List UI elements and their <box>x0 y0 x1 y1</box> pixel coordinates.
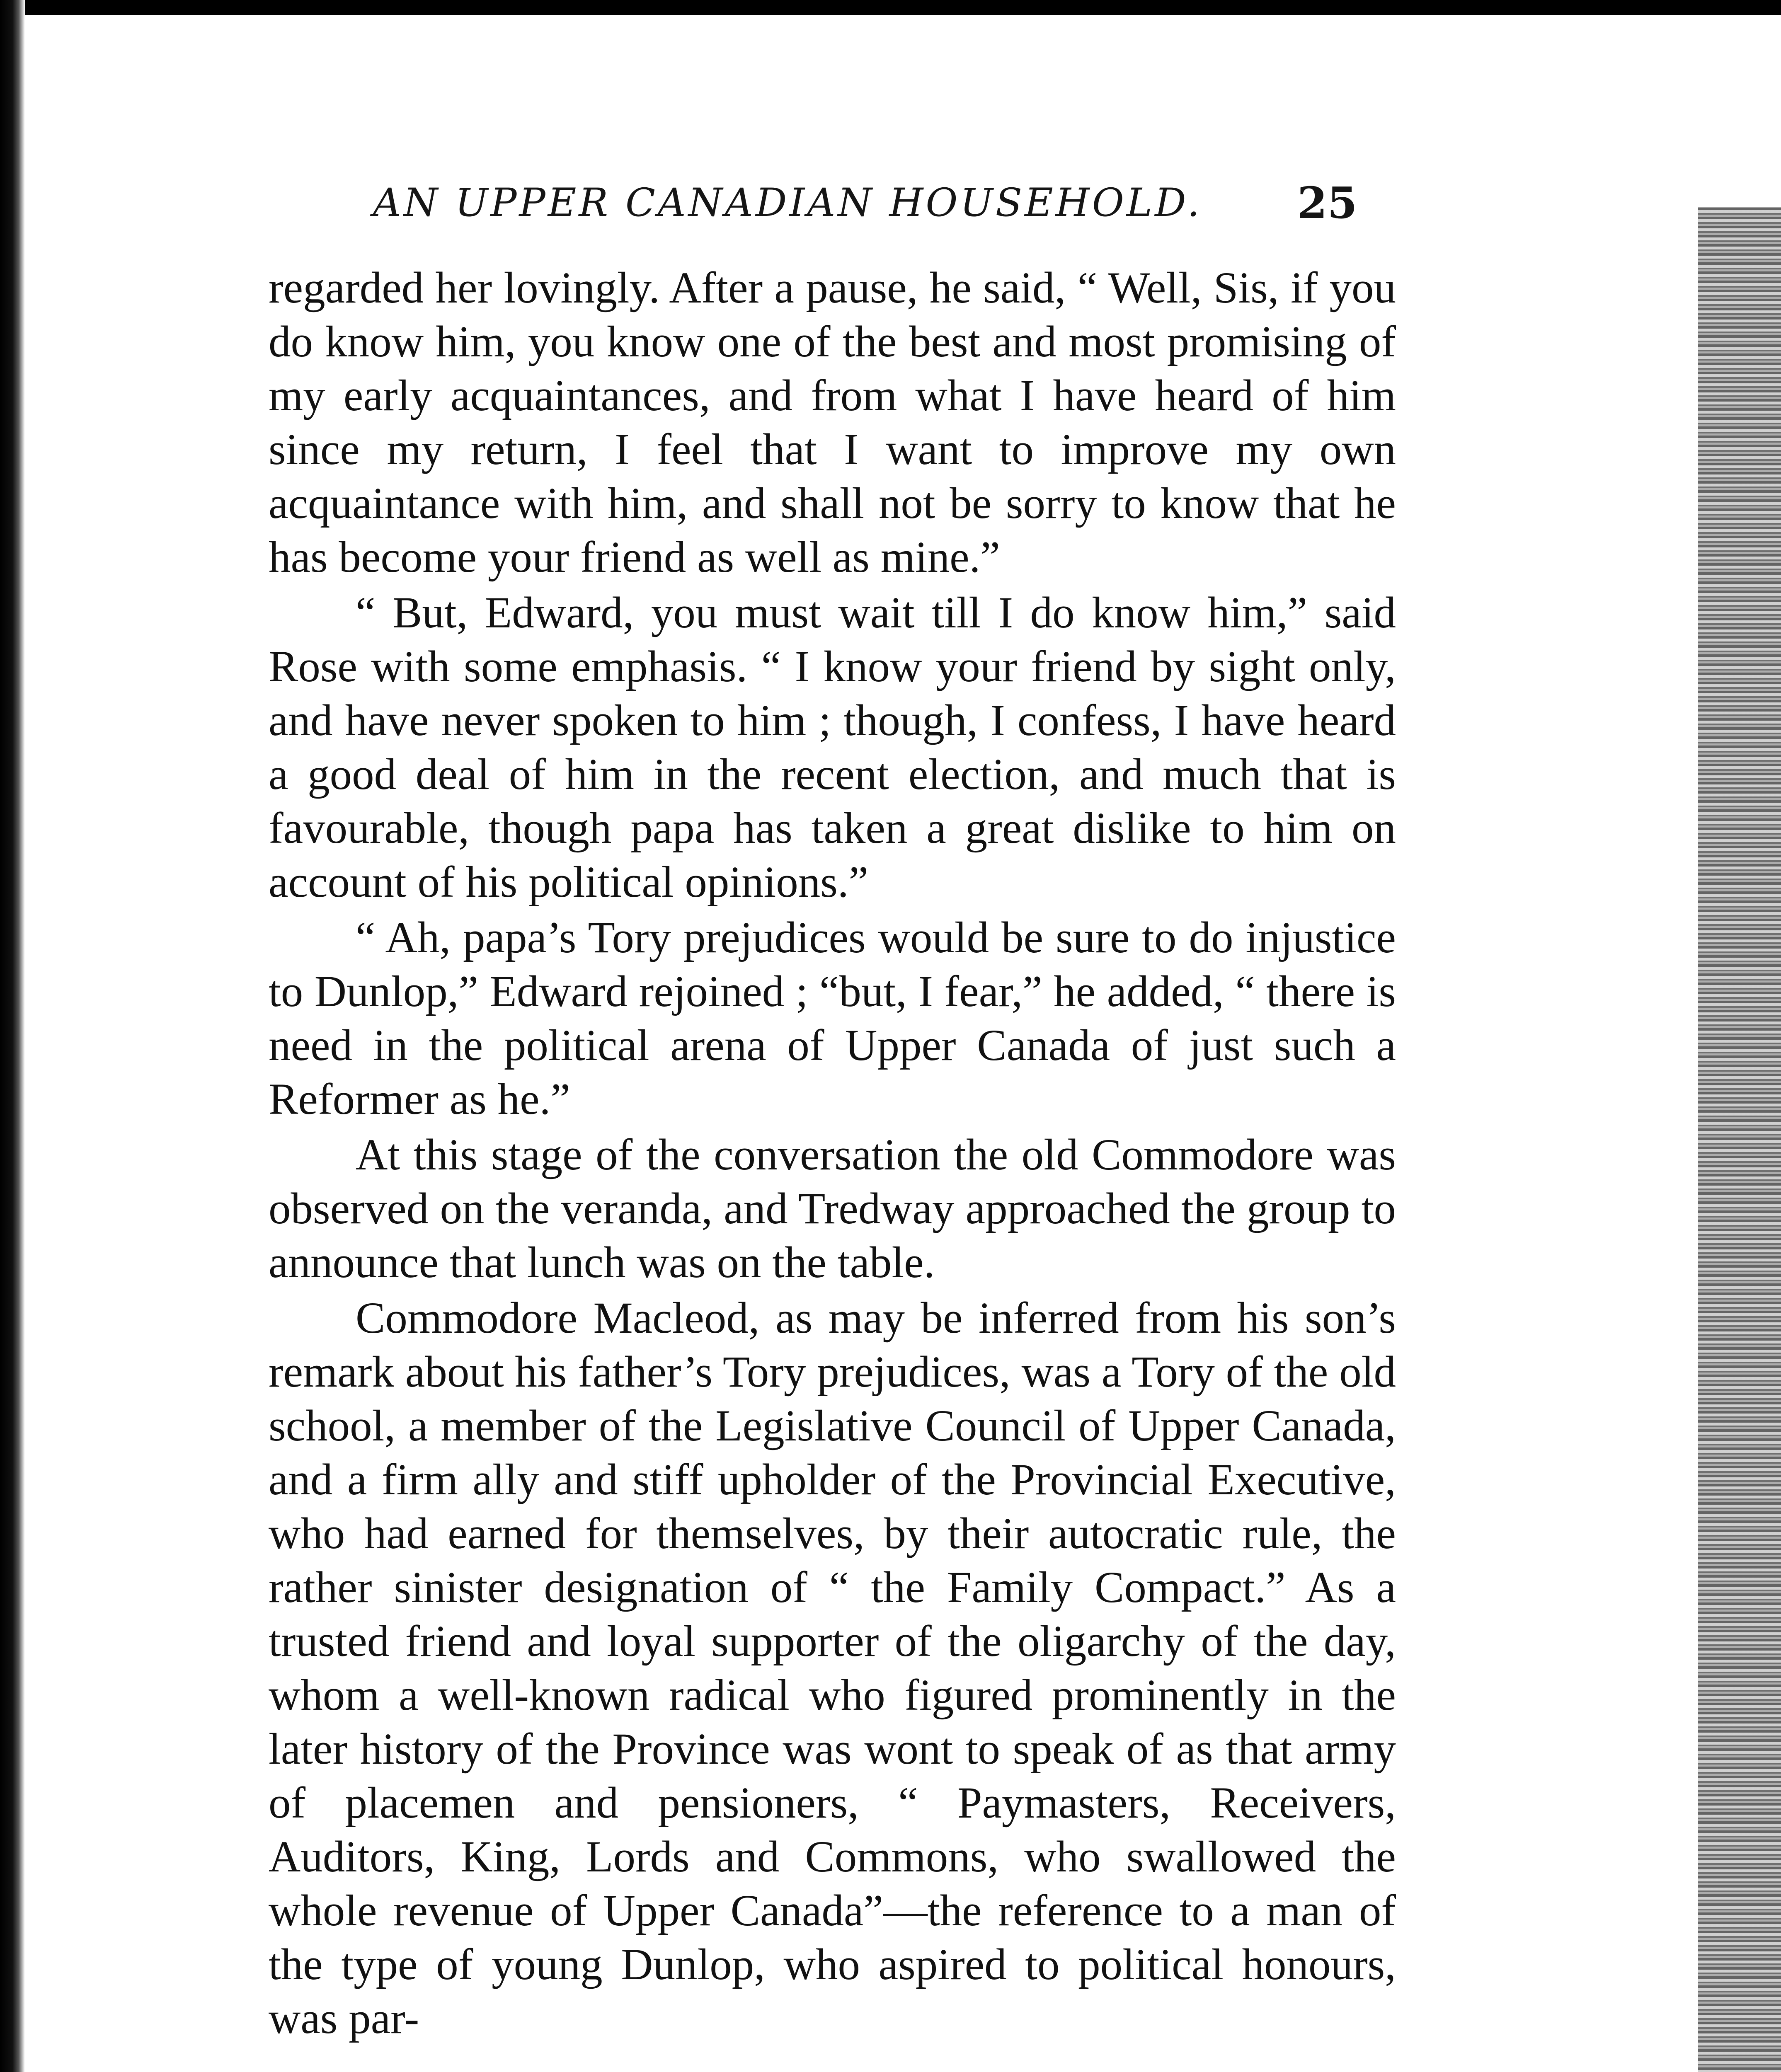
paragraph-2-text: “ But, Edward, you must wait till I do know him,” said Rose with some emphasis. “ I know your friend by sight only, and have never spoken to him ; though, I confess, I have heard a good deal of him in the recent election, and much that is favourable, though papa has taken a great dislike to him on account of his political opinions.” <box>269 588 1396 907</box>
paragraph-1-text: regarded her lovingly. After a pause, he said, “ Well, Sis, if you do know him, you know one of the best and most promising of my early acquaintances, and from what I have heard of him since my return, I feel that I want to improve my own acquaintance with him, and shall not be sorry to know that he has become your friend as well as mine.” <box>269 264 1396 582</box>
paragraph-1 <box>269 261 1396 584</box>
paragraph-2 <box>269 586 1396 909</box>
page-number: 25 <box>1297 177 1357 228</box>
paragraph-4-text: At this stage of the conversation the old Commodore was observed on the veranda, and Tredway approached the group to announce that lunch was on the table. <box>269 1130 1396 1287</box>
running-title: AN UPPER CANADIAN HOUSEHOLD. <box>373 180 1202 225</box>
paragraph-3-text: “ Ah, papa’s Tory prejudices would be sure to do injustice to Dunlop,” Edward rejoined ; “but, I fear,” he added, “ there is need in the political arena of Upper Canada of just such a Reformer as he.” <box>269 913 1396 1124</box>
paragraph-5-text: Commodore Macleod, as may be inferred from his son’s remark about his father’s Tory prejudices, was a Tory of the old school, a member of the Legislative Council of Upper Canada, and a firm ally and stiff upholder of the Provincial Executive, who had earned for themselves, by their autocratic rule, the rather sinister designation of “ the Family Compact.” As a trusted friend and loyal supporter of the oligarchy of the day, whom a well-known radical who figured prominently in the later history of the Province was wont to speak of as that army of placemen and pensioners, “ Paymasters, Receivers, Auditors, King, Lords and Commons, who swallowed the whole revenue of Upper Canada”—the reference to a man of the type of young Dunlop, who aspired to political honours, was par- <box>269 1294 1396 2043</box>
paragraph-5 <box>269 1291 1396 2045</box>
paragraph-3 <box>269 911 1396 1126</box>
body-text <box>269 261 1396 2045</box>
page-header <box>373 178 1409 244</box>
paragraph-4 <box>269 1128 1396 1290</box>
